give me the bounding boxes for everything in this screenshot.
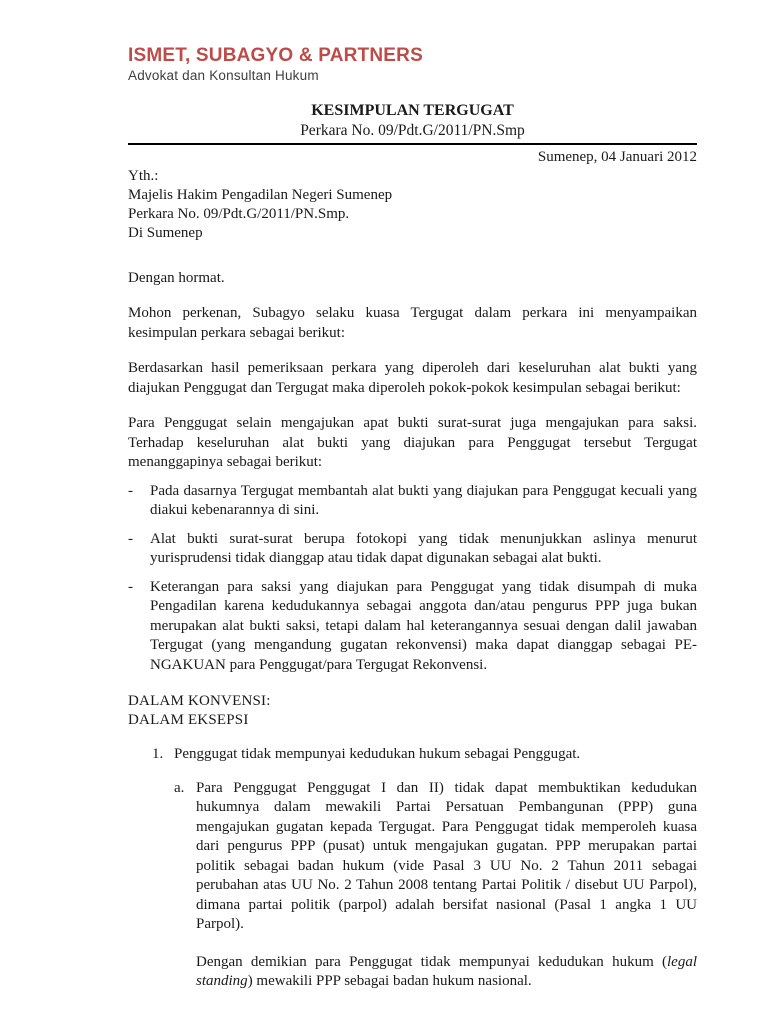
bullet-marker: - [128,578,133,595]
paragraph-intro: Mohon perkenan, Subagyo selaku kuasa Tergugat dalam perkara ini menyampaikan kesimpulan perkara sebagai berikut: [128,305,697,341]
firm-tagline: Advokat dan Konsultan Hukum [128,68,319,83]
bullet-text: Keterangan para saksi yang diajukan para Penggugat yang tidak disumpah di muka Pengadilan karena kedudukannya sebagai anggota dan/atau pengurus PPP juga bukan merupakan alat bukti saksi, tetapi dalam hal keterangannya sesuai dengan dalil jawaban Tergugat (yang mengandung gugatan rekonvensi) maka dapat dianggap sebagai PE-NGAKUAN para Penggugat/para Tergugat Rekonvensi. [150,578,697,673]
bullet-text: Pada dasarnya Tergugat membantah alat bukti yang diajukan para Penggugat kecuali yang diakui kebenarannya di sini. [150,482,697,518]
recipient-block [128,167,697,243]
bullet-item [128,578,697,676]
paragraph-evidence: Para Penggugat selain mengajukan apat bukti surat-surat juga mengajukan para saksi. Terhadap keseluruhan alat bukti yang diajukan para Penggugat tersebut Tergugat menanggapinya sebagai berikut: [128,415,697,470]
numbered-point-text: Penggugat tidak mempunyai kedudukan hukum sebagai Penggugat. [174,746,581,762]
recipient-line-case: Perkara No. 09/Pdt.G/2011/PN.Smp. [128,206,350,222]
closing-paragraph [196,953,697,992]
bullet-marker: - [128,530,133,547]
section-heading-konvensi: DALAM KONVENSI: [128,693,271,709]
number-marker: 1. [152,746,164,762]
bullet-text: Alat bukti surat-surat berupa fotokopi yang tidak menunjukkan aslinya menurut yurisprudensi tidak dianggap atau tidak dapat digunakan sebagai alat bukti. [150,530,697,566]
bullet-item [128,530,697,569]
section-headings [128,692,697,729]
paragraph-basis: Berdasarkan hasil pemeriksaan perkara yang diperoleh dari keseluruhan alat bukti yang diajukan Penggugat dan Tergugat maka diperoleh pokok-pokok kesimpulan sebagai berikut: [128,360,697,396]
letter-marker: a. [174,779,185,796]
bullet-item [128,482,697,521]
sub-point-1a [128,779,697,935]
closing-text-after: ) mewakili PPP sebagai badan hukum nasional. [247,973,532,989]
recipient-line-court: Majelis Hakim Pengadilan Negeri Sumenep [128,187,393,203]
recipient-line-city: Di Sumenep [128,225,203,241]
section-heading-eksepsi: DALAM EKSEPSI [128,711,249,728]
letterhead [128,45,697,85]
firm-name: ISMET, SUBAGYO & PARTNERS [128,45,423,66]
closing-text-before: Dengan demikian para Penggugat tidak mempunyai kedudukan hukum ( [196,953,667,970]
numbered-point-1 [128,745,697,765]
bullet-marker: - [128,482,133,499]
sub-point-text: Para Penggugat Penggugat I dan II) tidak dapat membuktikan kedudukan hukumnya dalam mewakili Partai Persatuan Pembangunan (PPP) guna mengajukan gugatan kepada Tergugat. Para Penggugat tidak memperoleh kuasa dari pengurus PPP (pusat) untuk mengajukan gugatan. PPP merupakan partai politik sebagai badan hukum (vide Pasal 3 UU No. 2 Tahun 2011 sebagai perubahan atas UU No. 2 Tahun 2008 tentang Partai Politik / disebut UU Parpol), dimana partai politik (parpol) adalah bersifat nasional (Pasal 1 angka 1 UU Parpol). [196,779,697,932]
title-block [128,101,697,141]
document-title: KESIMPULAN TERGUGAT [311,102,514,119]
date-line: Sumenep, 04 Januari 2012 [537,149,697,165]
bullet-list [128,482,697,676]
salutation: Dengan hormat. [128,270,225,286]
case-number: Perkara No. 09/Pdt.G/2011/PN.Smp [300,122,525,139]
closing-text-italic: legal standing [196,953,697,989]
recipient-line-yth: Yth.: [128,168,159,184]
header-divider [128,143,697,145]
